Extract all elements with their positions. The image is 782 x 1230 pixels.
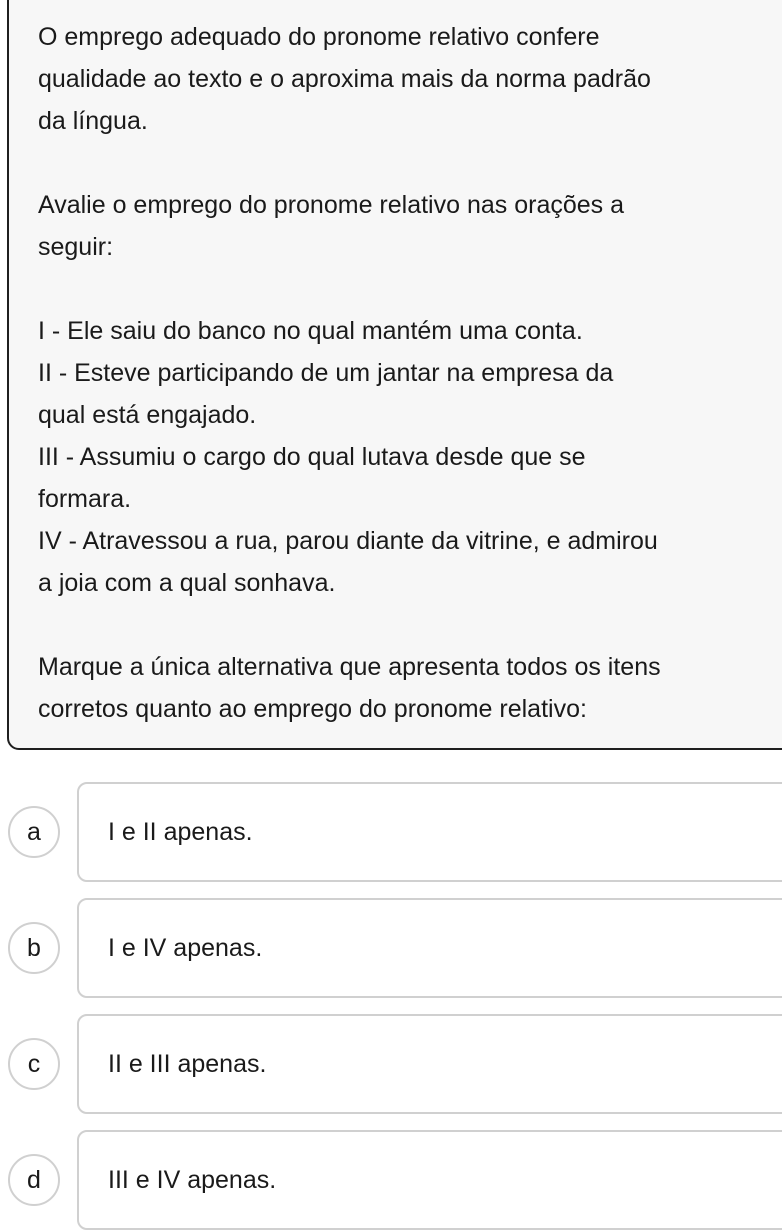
intro-line-2: qualidade ao texto e o aproxima mais da norma padrão [38, 65, 651, 93]
question-instruction: Marque a única alternativa que apresenta todos os itens corretos quanto ao emprego do pronome relativo: [38, 653, 661, 723]
option-letter-a[interactable]: a [8, 806, 60, 858]
option-a[interactable] [8, 782, 782, 882]
question-card [7, 0, 782, 750]
option-text-a: I e II apenas. [108, 817, 253, 846]
option-d[interactable] [8, 1130, 782, 1230]
statement-ii: II - Esteve participando de um jantar na empresa da qual está engajado. [38, 359, 614, 429]
option-text-d: III e IV apenas. [108, 1165, 277, 1194]
statement-iii: III - Assumiu o cargo do qual lutava desde que se formara. [38, 443, 586, 513]
statement-iv: IV - Atravessou a rua, parou diante da vitrine, e admirou a joia com a qual sonhava. [38, 527, 658, 597]
option-text-b: I e IV apenas. [108, 933, 263, 962]
question-prompt [38, 184, 782, 268]
option-answer-c[interactable] [77, 1014, 782, 1114]
intro-line-1: O emprego adequado do pronome relativo confere [38, 23, 600, 51]
prompt-line-1: Avalie o emprego do pronome relativo nas orações a [38, 191, 624, 219]
option-answer-a[interactable] [77, 782, 782, 882]
option-letter-d[interactable]: d [8, 1154, 60, 1206]
option-c[interactable] [8, 1014, 782, 1114]
question-intro [38, 16, 782, 142]
option-answer-b[interactable] [77, 898, 782, 998]
option-answer-d[interactable] [77, 1130, 782, 1230]
intro-line-3: da língua. [38, 107, 148, 135]
option-b[interactable] [8, 898, 782, 998]
question-text [38, 16, 782, 730]
option-letter-b[interactable]: b [8, 922, 60, 974]
option-text-c: II e III apenas. [108, 1049, 267, 1078]
prompt-line-2: seguir: [38, 233, 114, 261]
statement-i: I - Ele saiu do banco no qual mantém uma conta. [38, 317, 583, 345]
option-letter-c[interactable]: c [8, 1038, 60, 1090]
